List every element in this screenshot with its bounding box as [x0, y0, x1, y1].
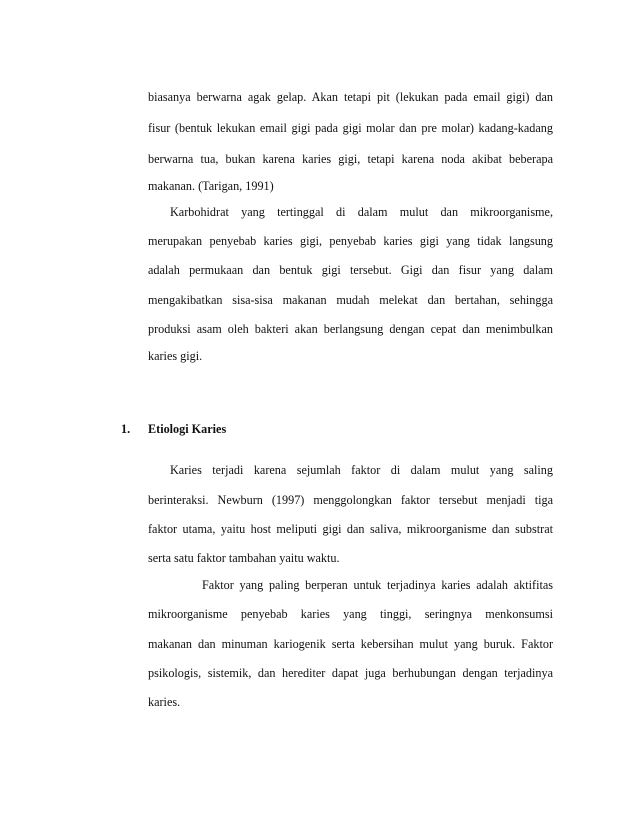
paragraph-4-line: mikroorganisme penyebab karies yang tinggi, seringnya menkonsumsi — [148, 607, 553, 621]
paragraph-4-line: makanan dan minuman kariogenik serta kebersihan mulut yang buruk. Faktor — [148, 637, 553, 651]
section-number: 1. — [121, 422, 131, 436]
paragraph-3-line: faktor utama, yaitu host meliputi gigi dan saliva, mikroorganisme dan substrat — [148, 522, 553, 536]
paragraph-2-line: merupakan penyebab karies gigi, penyebab karies gigi yang tidak langsung — [148, 234, 553, 248]
paragraph-2-line: mengakibatkan sisa-sisa makanan mudah melekat dan bertahan, sehingga — [148, 293, 553, 307]
paragraph-1-line: berwarna tua, bukan karena karies gigi, tetapi karena noda akibat beberapa — [148, 152, 553, 166]
paragraph-2-line: Karbohidrat yang tertinggal di dalam mulut dan mikroorganisme, — [170, 205, 553, 219]
paragraph-2-line: produksi asam oleh bakteri akan berlangsung dengan cepat dan menimbulkan — [148, 322, 553, 336]
paragraph-1-line: makanan. (Tarigan, 1991) — [148, 179, 274, 193]
paragraph-2-line: karies gigi. — [148, 349, 203, 363]
paragraph-3-line: berinteraksi. Newburn (1997) menggolongkan faktor tersebut menjadi tiga — [148, 493, 553, 507]
paragraph-4-line: karies. — [148, 695, 181, 709]
section-heading — [121, 421, 226, 437]
paragraph-3-line: Karies terjadi karena sejumlah faktor di dalam mulut yang saling — [170, 463, 553, 477]
paragraph-1-line: fisur (bentuk lekukan email gigi pada gigi molar dan pre molar) kadang-kadang — [148, 121, 553, 135]
paragraph-1-line: biasanya berwarna agak gelap. Akan tetapi pit (lekukan pada email gigi) dan — [148, 90, 553, 104]
paragraph-3-line: serta satu faktor tambahan yaitu waktu. — [148, 551, 340, 565]
paragraph-4-line: psikologis, sistemik, dan herediter dapat juga berhubungan dengan terjadinya — [148, 666, 553, 680]
section-title: Etiologi Karies — [148, 422, 227, 436]
paragraph-2-line: adalah permukaan dan bentuk gigi tersebut. Gigi dan fisur yang dalam — [148, 263, 553, 277]
paragraph-4-line: Faktor yang paling berperan untuk terjadinya karies adalah aktifitas — [202, 578, 553, 592]
